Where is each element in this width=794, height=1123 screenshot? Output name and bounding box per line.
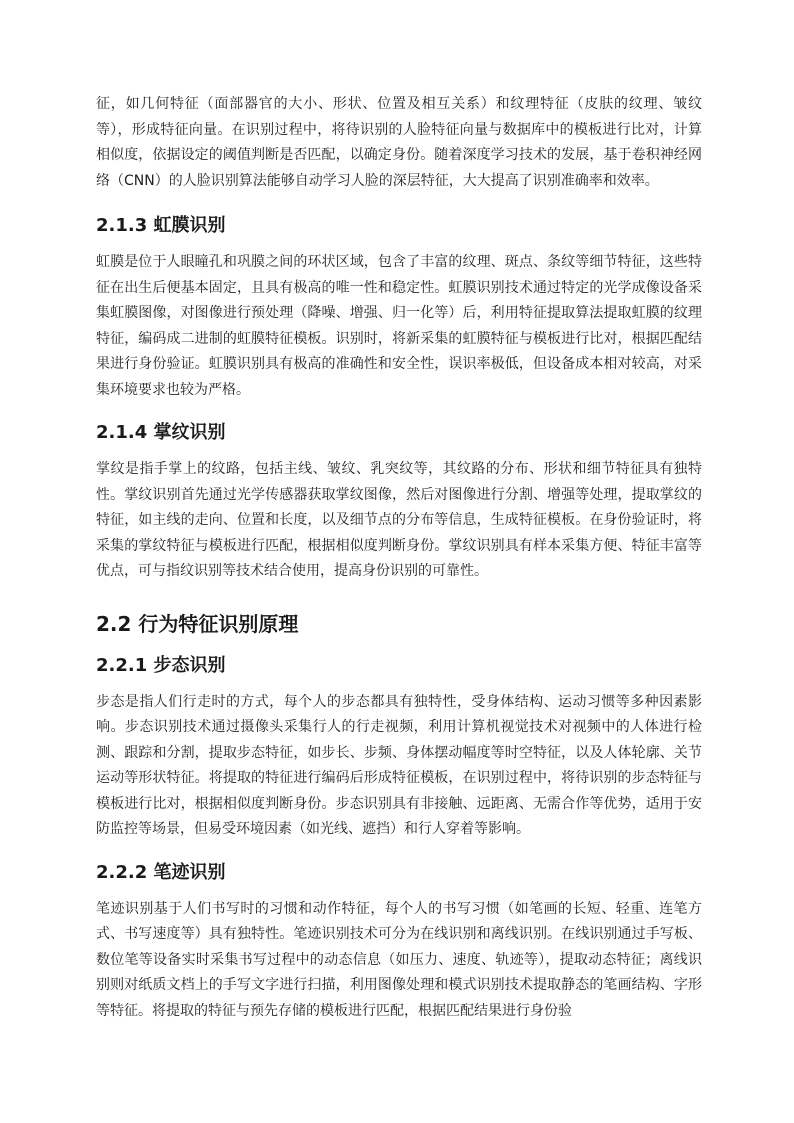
heading-palmprint-recognition: 2.1.4 掌纹识别 bbox=[96, 422, 226, 443]
paragraph-iris-recognition: 虹膜是位于人眼瞳孔和巩膜之间的环状区域，包含了丰富的纹理、斑点、条纹等细节特征，这些特征在出生后便基本固定，且具有极高的唯一性和稳定性。虹膜识别技术通过特定的光学成像设备采集虹膜图像，对图像进行预处理（降噪、增强、归一化等）后，利用特征提取算法提取虹膜的纹理特征，编码成二进制的虹膜特征模板。识别时，将新采集的虹膜特征与模板进行比对，根据匹配结果进行身份验证。虹膜识别具有极高的准确性和安全性，误识率极低，但设备成本相对较高，对采集环境要求也较为严格。 bbox=[96, 254, 702, 398]
document-page bbox=[96, 92, 702, 1024]
paragraph-gait-recognition: 步态是指人们行走时的方式，每个人的步态都具有独特性，受身体结构、运动习惯等多种因素影响。步态识别技术通过摄像头采集行人的行走视频，利用计算机视觉技术对视频中的人体进行检测、跟踪和分割，提取步态特征，如步长、步频、身体摆动幅度等时空特征，以及人体轮廓、关节运动等形状特征。将提取的特征进行编码后形成特征模板，在识别过程中，将待识别的步态特征与模板进行比对，根据相似度判断身份。步态识别具有非接触、远距离、无需合作等优势，适用于安防监控等场景，但易受环境因素（如光线、遮挡）和行人穿着等影响。 bbox=[96, 693, 702, 837]
paragraph-palmprint-recognition: 掌纹是指手掌上的纹路，包括主线、皱纹、乳突纹等，其纹路的分布、形状和细节特征具有独特性。掌纹识别首先通过光学传感器获取掌纹图像，然后对图像进行分割、增强等处理，提取掌纹的特征，如主线的走向、位置和长度，以及细节点的分布等信息，生成特征模板。在身份验证时，将采集的掌纹特征与模板进行匹配，根据相似度判断身份。掌纹识别具有样本采集方便、特征丰富等优点，可与指纹识别等技术结合使用，提高身份识别的可靠性。 bbox=[96, 461, 702, 579]
paragraph-face-recognition-continued: 征，如几何特征（面部器官的大小、形状、位置及相互关系）和纹理特征（皮肤的纹理、皱纹等），形成特征向量。在识别过程中，将待识别的人脸特征向量与数据库中的模板进行比对，计算相似度，依据设定的阈值判断是否匹配，以确定身份。随着深度学习技术的发展，基于卷积神经网络（CNN）的人脸识别算法能够自动学习人脸的深层特征，大大提高了识别准确率和效率。 bbox=[96, 96, 702, 189]
heading-iris-recognition: 2.1.3 虹膜识别 bbox=[96, 215, 226, 236]
heading-behavioral-features: 2.2 行为特征识别原理 bbox=[96, 611, 299, 636]
heading-handwriting-recognition: 2.2.2 笔迹识别 bbox=[96, 861, 226, 883]
heading-gait-recognition: 2.2.1 步态识别 bbox=[96, 654, 226, 676]
paragraph-handwriting-recognition: 笔迹识别基于人们书写时的习惯和动作特征，每个人的书写习惯（如笔画的长短、轻重、连笔方式、书写速度等）具有独特性。笔迹识别技术可分为在线识别和离线识别。在线识别通过手写板、数位笔等设备实时采集书写过程中的动态信息（如压力、速度、轨迹等），提取动态特征；离线识别则对纸质文档上的手写文字进行扫描，利用图像处理和模式识别技术提取静态的笔画结构、字形等特征。将提取的特征与预先存储的模板进行匹配，根据匹配结果进行身份验 bbox=[96, 900, 702, 1019]
